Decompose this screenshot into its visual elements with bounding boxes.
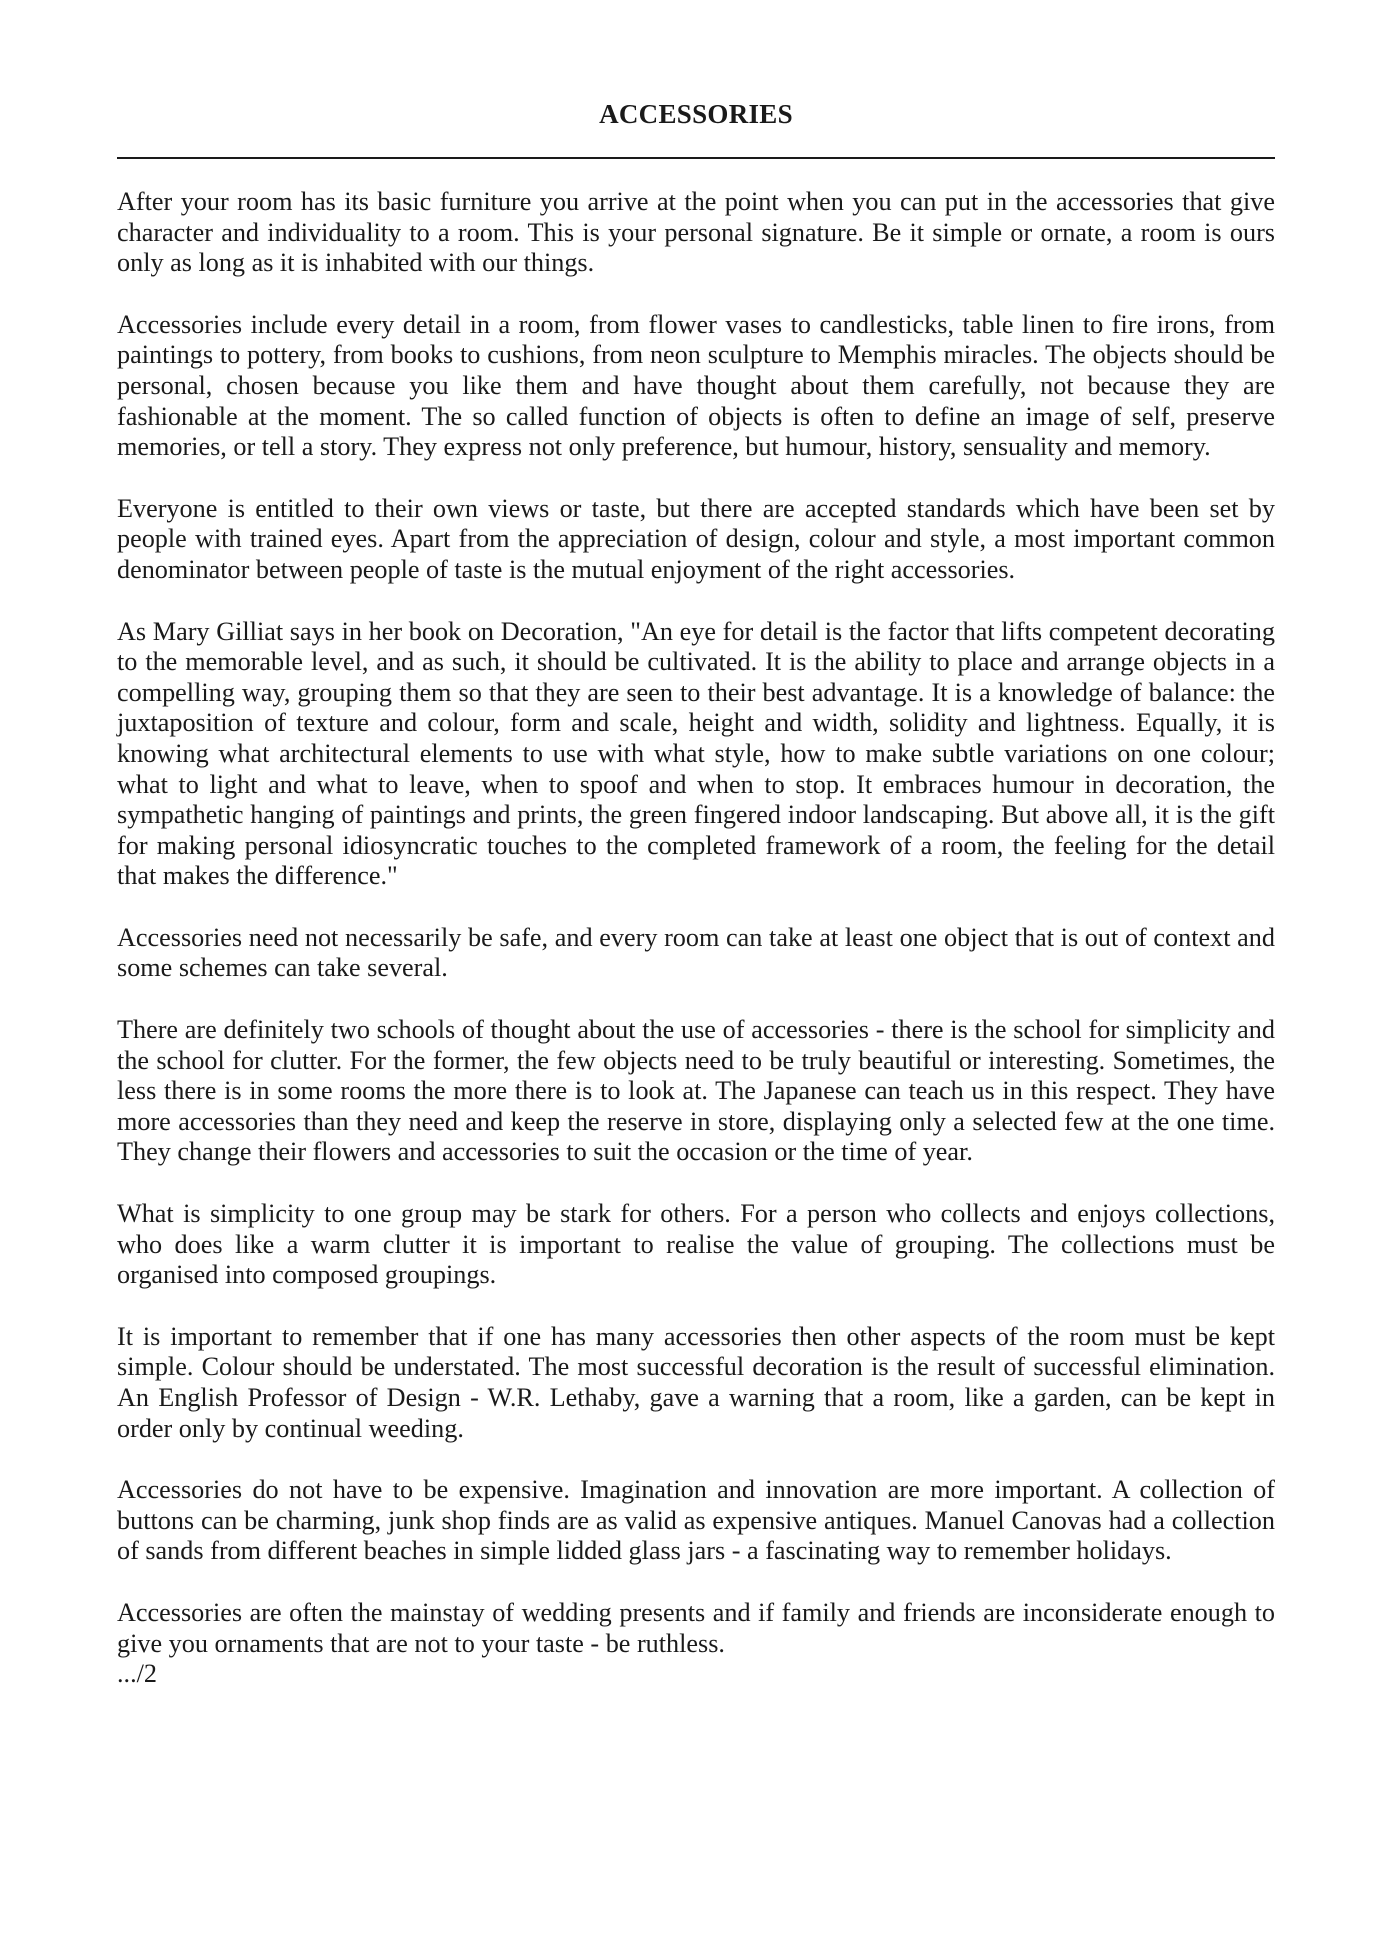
document-page: [117, 96, 1275, 1690]
paragraph-not-safe: Accessories need not necessarily be safe, and every room can take at least one object that is out of context and some schemes can take several.: [117, 922, 1275, 983]
paragraph-not-expensive: Accessories do not have to be expensive. Imagination and innovation are more important. A collection of buttons can be charming, junk shop finds are as valid as expensive antiques. Manuel Canovas had a collection of sands from different beaches in simple lidded glass jars - a fascinating way to remember holidays.: [117, 1475, 1275, 1566]
paragraph-two-schools: There are definitely two schools of thought about the use of accessories - there is the school for simplicity and the school for clutter. For the former, the few objects need to be truly beautiful or interesting. Sometimes, the less there is in some rooms the more there is to look at. The Japanese can teach us in this respect. They have more accessories than they need and keep the reserve in store, displaying only a selected few at the one time. They change their flowers and accessories to suit the occasion or the time of year.: [117, 1015, 1275, 1167]
title-divider: [117, 157, 1275, 159]
paragraph-gilliat-quote: As Mary Gilliat says in her book on Decoration, "An eye for detail is the factor that lifts competent decorating to the memorable level, and as such, it should be cultivated. It is the ability to place and arrange objects in a compelling way, grouping them so that they are seen to their best advantage. It is a knowledge of balance: the juxtaposition of texture and colour, form and scale, height and width, solidity and lightness. Equally, it is knowing what architectural elements to use with what style, how to make subtle variations on one colour; what to light and what to leave, when to spoof and when to stop. It embraces humour in decoration, the sympathetic hanging of paintings and prints, the green fingered indoor landscaping. But above all, it is the gift for making personal idiosyncratic touches to the completed framework of a room, the feeling for the detail that makes the difference.": [117, 616, 1275, 891]
paragraph-wedding-presents: Accessories are often the mainstay of wedding presents and if family and friends are inconsiderate enough to give you ornaments that are not to your taste - be ruthless.: [117, 1597, 1275, 1658]
paragraph-standards: Everyone is entitled to their own views or taste, but there are accepted standards which have been set by people with trained eyes. Apart from the appreciation of design, colour and style, a most important common denominator between people of taste is the mutual enjoyment of the right accessories.: [117, 493, 1275, 584]
page-continuation-marker: .../2: [117, 1659, 158, 1689]
paragraph-intro: After your room has its basic furniture you arrive at the point when you can put in the accessories that give character and individuality to a room. This is your personal signature. Be it simple or ornate, a room is ours only as long as it is inhabited with our things.: [117, 187, 1275, 278]
paragraph-simplicity: What is simplicity to one group may be stark for others. For a person who collects and enjoys collections, who does like a warm clutter it is important to realise the value of grouping. The collections must be organised into composed groupings.: [117, 1199, 1275, 1290]
paragraph-accessories-include: Accessories include every detail in a room, from flower vases to candlesticks, table linen to fire irons, from paintings to pottery, from books to cushions, from neon sculpture to Memphis miracles. The objects should be personal, chosen because you like them and have thought about them carefully, not because they are fashionable at the moment. The so called function of objects is often to define an image of self, preserve memories, or tell a story. They express not only preference, but humour, history, sensuality and memory.: [117, 309, 1275, 462]
page-title: ACCESSORIES: [599, 99, 793, 129]
paragraph-keep-simple: It is important to remember that if one has many accessories then other aspects of the room must be kept simple. Colour should be understated. The most successful decoration is the result of successful elimination. An English Professor of Design - W.R. Lethaby, gave a warning that a room, like a garden, can be kept in order only by continual weeding.: [117, 1321, 1275, 1443]
